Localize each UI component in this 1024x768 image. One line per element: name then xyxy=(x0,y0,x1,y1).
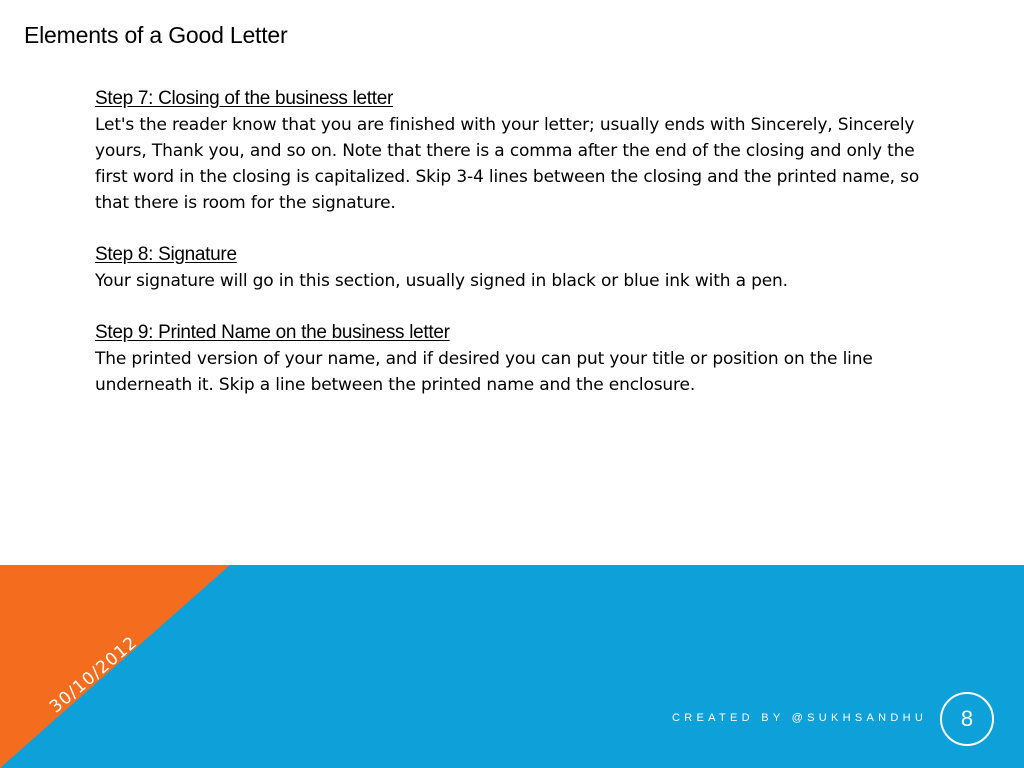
slide-title: Elements of a Good Letter xyxy=(24,22,288,48)
step-text: Let's the reader know that you are finished with your letter; usually ends with Sincerely, Sincerely yours, Thank you, and so on. Note that there is a comma after the end of the closing and only the first word in the closing is capitalized. Skip 3-4 lines between the closing and the printed name, so that there is room for the signature. xyxy=(95,115,920,213)
page-number-badge xyxy=(940,692,994,746)
page-number: 8 xyxy=(960,706,974,731)
step-8 xyxy=(95,242,925,294)
step-9 xyxy=(95,320,925,398)
step-heading: Step 8: Signature xyxy=(95,244,237,265)
step-7 xyxy=(95,86,925,216)
step-text: The printed version of your name, and if desired you can put your title or position on the line underneath it. Skip a line between the printed name and the enclosure. xyxy=(95,349,873,395)
slide-content xyxy=(95,86,925,424)
step-heading: Step 7: Closing of the business letter xyxy=(95,88,394,109)
step-heading: Step 9: Printed Name on the business letter xyxy=(95,322,450,343)
slide-date: 30/10/2012 xyxy=(46,632,142,718)
credit-text: CREATED BY @SUKHSANDHU xyxy=(672,712,928,724)
step-text: Your signature will go in this section, usually signed in black or blue ink with a pen. xyxy=(95,271,788,291)
